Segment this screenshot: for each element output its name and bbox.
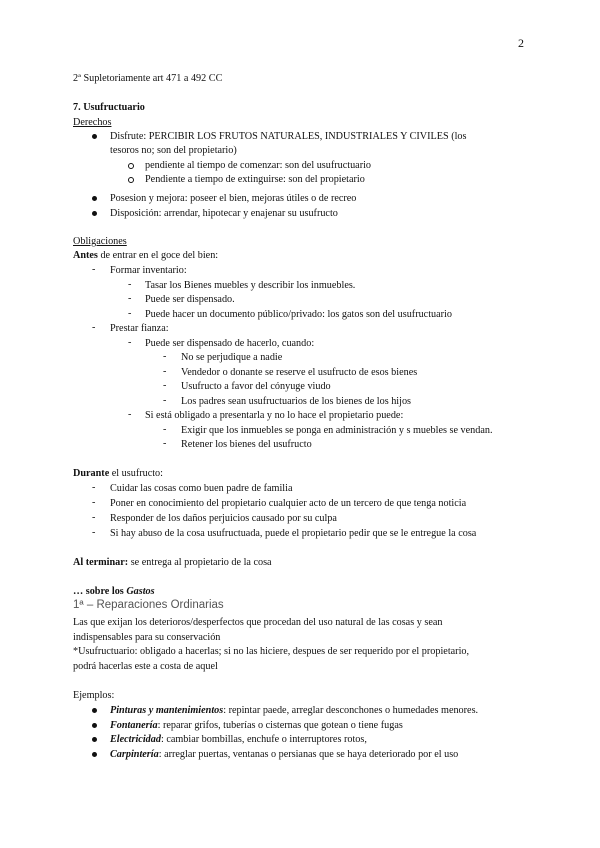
dispensado-subitem: Usufructo a favor del cónyuge viudo xyxy=(181,381,331,392)
derecho-item: Disfrute: PERCIBIR LOS FRUTOS NATURALES, INDUSTRIALES Y CIVILES (los xyxy=(110,131,467,142)
derecho-item: Posesion y mejora: poseer el bien, mejoras útiles o de recreo xyxy=(110,193,357,204)
obligaciones-heading: Obligaciones xyxy=(73,236,127,247)
gastos-paragraph: Las que exijan los deterioros/desperfectos que procedan del uso natural de las cosas y sean xyxy=(73,617,443,628)
gastos-heading-italic: Gastos xyxy=(126,586,155,597)
gastos-paragraph: *Usufructuario: obligado a hacerlas; si no las hiciere, despues de ser requerido por el propietario, xyxy=(73,646,470,657)
ejemplo-item xyxy=(110,719,403,733)
fianza-item: Prestar fianza: xyxy=(110,323,169,334)
gastos-heading xyxy=(73,585,155,599)
reparaciones-subheading: 1ª – Reparaciones Ordinarias xyxy=(73,599,224,611)
ejemplo-term: Carpintería xyxy=(110,749,159,760)
dispensado-subitem: No se perjudique a nadie xyxy=(181,352,283,363)
ejemplo-item xyxy=(110,733,367,747)
obligado-item: Si está obligado a presentarla y no lo hace el propietario puede: xyxy=(145,410,404,421)
circle-bullet-icon xyxy=(128,163,134,169)
ejemplo-item xyxy=(110,748,458,762)
inventario-item: Formar inventario: xyxy=(110,265,187,276)
durante-label: Durante xyxy=(73,468,110,479)
antes-text: de entrar en el goce del bien: xyxy=(97,250,219,261)
ejemplo-text: : reparar grifos, tuberías o cisternas que gotean o tiene fugas xyxy=(157,720,403,731)
derecho-item: Disposición: arrendar, hipotecar y enajenar su usufructo xyxy=(110,208,338,219)
dispensado-subitem: Los padres sean usufructuarios de los bienes de los hijos xyxy=(181,396,412,407)
durante-item: Responder de los daños perjuicios causado por su culpa xyxy=(110,513,337,524)
bullet-icon xyxy=(92,752,97,757)
durante-text: el usufructo: xyxy=(109,468,163,479)
bullet-icon xyxy=(92,196,97,201)
durante-line xyxy=(73,467,163,481)
obligado-subitem: Retener los bienes del usufructo xyxy=(181,439,312,450)
ejemplos-label: Ejemplos: xyxy=(73,690,115,701)
inventario-subitem: Puede ser dispensado. xyxy=(145,294,235,305)
inventario-subitem: Puede hacer un documento público/privado: los gatos son del usufructuario xyxy=(145,309,452,320)
inventario-subitem: Tasar los Bienes muebles y describir los inmuebles. xyxy=(145,280,356,291)
terminar-line xyxy=(73,556,272,570)
ejemplo-text: : cambiar bombillas, enchufe o interruptores rotos, xyxy=(160,734,367,745)
dispensado-subitem: Vendedor o donante se reserve el usufructo de esos bienes xyxy=(181,367,418,378)
bullet-icon xyxy=(92,723,97,728)
antes-line xyxy=(73,249,218,263)
gastos-paragraph: indispensables para su conservación xyxy=(73,632,221,643)
durante-item: Poner en conocimiento del propietario cualquier acto de un tercero de que tenga noticia xyxy=(110,498,467,509)
ejemplo-term: Pinturas y mantenimientos xyxy=(110,705,224,716)
terminar-text: se entrega al propietario de la cosa xyxy=(128,557,272,568)
section-title: 7. Usufructuario xyxy=(73,102,145,113)
bullet-icon xyxy=(92,708,97,713)
ejemplo-text: : repintar paede, arreglar desconchones o humedades menores. xyxy=(223,705,479,716)
ejemplo-term: Electricidad xyxy=(110,734,161,745)
bullet-icon xyxy=(92,211,97,216)
derecho-item-cont: tesoros no; son del propietario) xyxy=(110,145,237,156)
gastos-paragraph: podrá hacerlas este a costa de aquel xyxy=(73,661,218,672)
document-page: 2 2ª Supletoriamente art 471 a 492 CC 7. Usufructuario Derechos Disfrute: PERCIBIR LOS FRUTOS NATURALES, INDUSTRIALES Y CIVILES (los tesoros no; son del propietario) pendiente al tiempo de comenzar: son del usufructuario Pendiente a tiempo de extinguirse: son del propietario Posesion y mejora: poseer el bien, mejoras útiles o de recreo Disposición: arrendar, hipotecar y enajenar su usufructo Obligaciones Antes de entrar en el goce del bien: - Formar inventario: - Tasar los Bienes muebles y describir los inmuebles. - Puede ser dispensado. - Puede hacer un documento público/privado: los gatos son del usufructuario - Prestar fianza: - Puede ser dispensado de hacerlo, cuando: - No se perjudique a nadie - Vendedor o donante se reserve el usufructo de esos bienes - Usufructo a favor del cónyuge viudo - Los padres sean usufructuarios de los bienes de los hijos - Si está obligado a presentarla y no lo hace el propietario puede: - Exigir que los inmuebles se ponga en administración y s muebles se vendan. - Retener los bienes del usufructo Durante el usufructo: - Cuidar las cosas como buen padre de familia - Poner en conocimiento del propietario cualquier acto de un tercero de que tenga noticia - Responder de los daños perjuicios causado por su culpa - Si hay abuso de la cosa usufructuada, puede el propietario pedir que se le entregue la cosa Al terminar: se entrega al propietario de la cosa … sobre los Gastos 1ª – Reparaciones Ordinarias Las que exijan los deterioros/desperfectos que procedan del uso natural de las cosas y sean indispensables para su conservación *Usufructuario: obligado a hacerlas; si no las hiciere, despues de ser requerido por el propietario, podrá hacerlas este a costa de aquel Ejemplos: Pinturas y mantenimientos: repintar paede, arreglar desconchones o humedades menores. Fontanería: reparar grifos, tuberías o cisternas que gotean o tiene fugas Electricidad: cambiar bombillas, enchufe o interruptores rotos, Carpintería: arreglar puertas, ventanas o persianas que se haya deteriorado por el uso xyxy=(73,36,524,760)
gastos-heading-prefix: … sobre los xyxy=(73,586,127,597)
terminar-label: Al terminar: xyxy=(73,557,129,568)
ejemplo-text: : arreglar puertas, ventanas o persianas que se haya deteriorado por el uso xyxy=(158,749,459,760)
bullet-icon xyxy=(92,134,97,139)
supletorio-line: 2ª Supletoriamente art 471 a 492 CC xyxy=(73,73,223,84)
dispensado-item: Puede ser dispensado de hacerlo, cuando: xyxy=(145,338,315,349)
derecho-subitem: pendiente al tiempo de comenzar: son del usufructuario xyxy=(145,160,372,171)
ejemplo-term: Fontanería xyxy=(110,720,158,731)
obligado-subitem: Exigir que los inmuebles se ponga en administración y s muebles se vendan. xyxy=(181,425,493,436)
ejemplo-item xyxy=(110,704,478,718)
bullet-icon xyxy=(92,737,97,742)
antes-label: Antes xyxy=(73,250,98,261)
durante-item: Si hay abuso de la cosa usufructuada, puede el propietario pedir que se le entregue la cosa xyxy=(110,528,477,539)
page-number: 2 xyxy=(518,36,524,50)
derechos-heading: Derechos xyxy=(73,117,112,128)
durante-item: Cuidar las cosas como buen padre de familia xyxy=(110,483,293,494)
circle-bullet-icon xyxy=(128,177,134,183)
derecho-subitem: Pendiente a tiempo de extinguirse: son del propietario xyxy=(145,174,365,185)
